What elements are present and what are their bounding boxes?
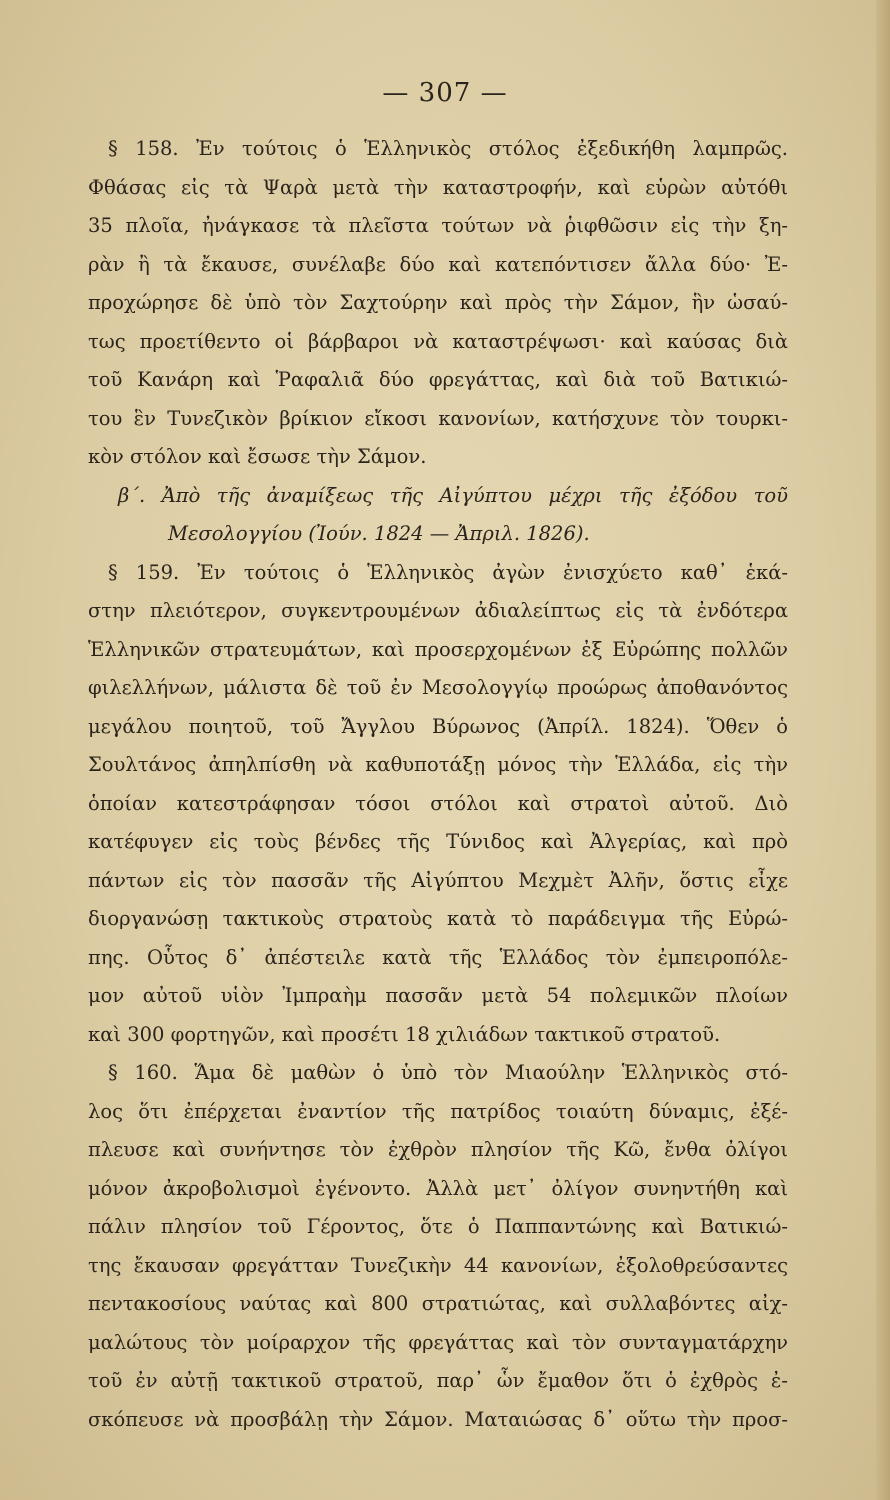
text-line: κὸν στόλον καὶ ἔσωσε τὴν Σάμον. — [88, 445, 427, 468]
text-line: ὁποίαν κατεστράφησαν τόσοι στόλοι καὶ στρατοὶ αὐτοῦ. Διὸ — [88, 791, 788, 815]
text-line: λος ὅτι ἐπέρχεται ἐναντίον τῆς πατρίδος τοιαύτη δύναμις, ἐξέ- — [88, 1099, 788, 1123]
text-line: τοῦ ἐν αὐτῇ τακτικοῦ στρατοῦ, παρ᾿ ὧν ἔμαθον ὅτι ὁ ἐχθρὸς ἐ- — [88, 1369, 788, 1392]
text-line: διοργανώσῃ τακτικοὺς στρατοὺς κατὰ τὸ παράδειγμα τῆς Εὐρώ- — [88, 907, 788, 930]
page-edge — [876, 0, 890, 1500]
text-line: σκόπευσε νὰ προσβάλῃ τὴν Σάμον. Ματαιώσας δ᾿ οὕτω τὴν προσ- — [88, 1407, 788, 1431]
text-line: Σουλτάνος ἀπηλπίσθη νὰ καθυποτάξῃ μόνος τὴν Ἑλλάδα, εἰς τὴν — [88, 753, 788, 776]
text-line: 35 πλοῖα, ἠνάγκασε τὰ πλεῖστα τούτων νὰ ῥιφθῶσιν εἰς τὴν ξη- — [88, 214, 788, 237]
text-line: πάντων εἰς τὸν πασσᾶν τῆς Αἰγύπτου Μεχμὲτ Ἀλῆν, ὅστις εἶχε — [88, 868, 788, 892]
section-heading: Μεσολογγίου (Ἰούν. 1824 — Ἀπριλ. 1826). — [168, 522, 590, 545]
text-line: μαλώτους τὸν μοίραρχον τῆς φρεγάττας καὶ τὸν συνταγματάρχην — [88, 1330, 788, 1354]
page-number: — 307 — — [382, 78, 508, 108]
text-line: μόνον ἀκροβολισμοὶ ἐγένοντο. Ἀλλὰ μετ᾿ ὀλίγον συνηντήθη καὶ — [88, 1176, 788, 1200]
text-line: τως προετίθεντο οἱ βάρβαροι νὰ καταστρέψωσι· καὶ καύσας διὰ — [88, 329, 788, 353]
text-line: πλευσε καὶ συνήντησε τὸν ἐχθρὸν πλησίον τῆς Κῶ, ἔνθα ὀλίγοι — [88, 1138, 788, 1161]
text-line: πεντακοσίους ναύτας καὶ 800 στρατιώτας, καὶ συλλαβόντες αἰχ- — [88, 1292, 788, 1315]
page-body — [88, 130, 788, 1439]
section-heading: β΄. Ἀπὸ τῆς ἀναμίξεως τῆς Αἰγύπτου μέχρι τῆς ἐξόδου τοῦ — [118, 483, 788, 507]
text-line: μεγάλου ποιητοῦ, τοῦ Ἄγγλου Βύρωνος (Ἀπρίλ. 1824). Ὅθεν ὁ — [88, 714, 788, 738]
text-line: φιλελλήνων, μάλιστα δὲ τοῦ ἐν Μεσολογγίῳ προώρως ἀποθανόντος — [88, 676, 788, 699]
text-line: προχώρησε δὲ ὑπὸ τὸν Σαχτούρην καὶ πρὸς τὴν Σάμον, ἣν ὡσαύ- — [88, 291, 788, 314]
text-line: του ἓν Τυνεζικὸν βρίκιον εἴκοσι κανονίων, κατήσχυνε τὸν τουρκι- — [88, 406, 788, 430]
text-line: μον αὐτοῦ υἱὸν Ἰμπραὴμ πασσᾶν μετὰ 54 πολεμικῶν πλοίων — [88, 984, 788, 1007]
text-line: καὶ 300 φορτηγῶν, καὶ προσέτι 18 χιλιάδων τακτικοῦ στρατοῦ. — [88, 1022, 721, 1046]
text-line: τοῦ Κανάρη καὶ Ῥαφαλιᾶ δύο φρεγάττας, καὶ διὰ τοῦ Βατικιώ- — [88, 368, 788, 391]
text-line: πης. Οὗτος δ᾿ ἀπέστειλε κατὰ τῆς Ἑλλάδος τὸν ἐμπειροπόλε- — [88, 945, 788, 969]
text-line: ρὰν ἢ τὰ ἔκαυσε, συνέλαβε δύο καὶ κατεπόντισεν ἄλλα δύο· Ἐ- — [88, 252, 788, 276]
text-line: πάλιν πλησίον τοῦ Γέροντος, ὅτε ὁ Παππαντώνης καὶ Βατικιώ- — [88, 1215, 788, 1238]
text-line: Φθάσας εἰς τὰ Ψαρὰ μετὰ τὴν καταστροφήν, καὶ εὑρὼν αὐτόθι — [88, 175, 788, 199]
text-line: στην πλειότερον, συγκεντρουμένων ἀδιαλείπτως εἰς τὰ ἐνδότερα — [88, 599, 788, 622]
text-line: § 158. Ἐν τούτοις ὁ Ἑλληνικὸς στόλος ἐξεδικήθη λαμπρῶς. — [108, 137, 788, 160]
text-line: κατέφυγεν εἰς τοὺς βένδες τῆς Τύνιδος καὶ Ἀλγερίας, καὶ πρὸ — [88, 830, 788, 853]
text-line: της ἔκαυσαν φρεγάτταν Τυνεζικὴν 44 κανονίων, ἐξολοθρεύσαντες — [88, 1253, 788, 1277]
text-line: § 159. Ἐν τούτοις ὁ Ἑλληνικὸς ἀγὼν ἐνισχύετο καθ᾿ ἑκά- — [108, 560, 788, 584]
text-line: Ἑλληνικῶν στρατευμάτων, καὶ προσερχομένων ἐξ Εὐρώπης πολλῶν — [88, 637, 788, 661]
text-line: § 160. Ἅμα δὲ μαθὼν ὁ ὑπὸ τὸν Μιαούλην Ἑλληνικὸς στό- — [108, 1061, 788, 1084]
